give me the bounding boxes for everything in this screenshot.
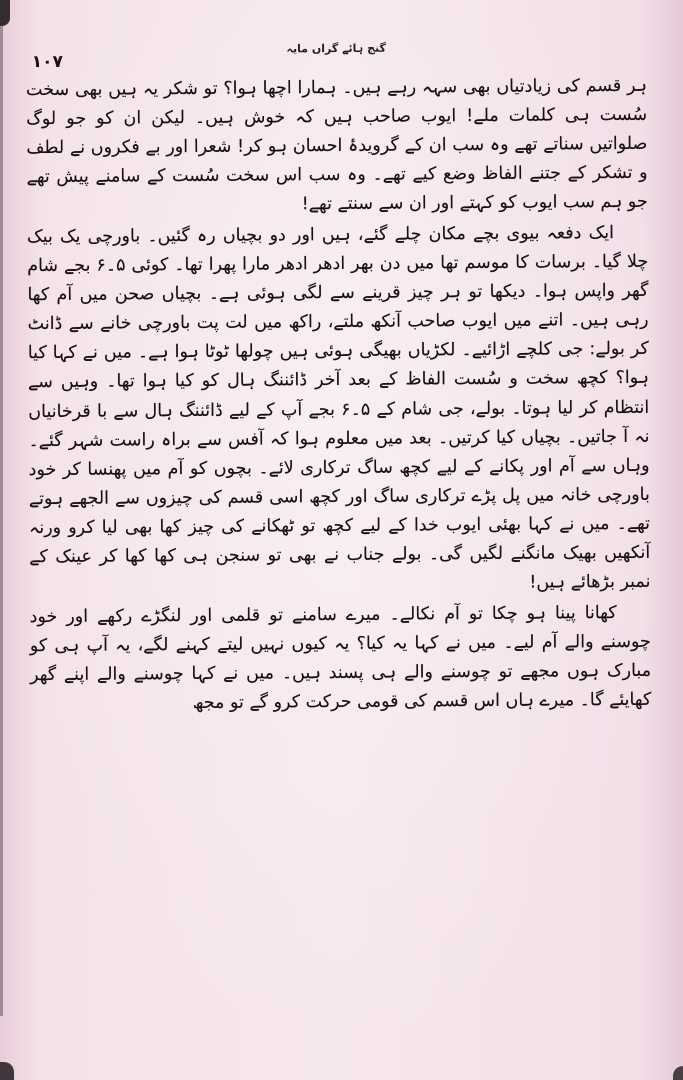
paragraph: ایک دفعہ بیوی بچے مکان چلے گئے، ہیں اور دو بچیاں رہ گئیں۔ باورچی یک بیک چلا گیا۔ برسات کا موسم تھا میں دن بھر ادھر ادھر مارا پھرا تھا۔ کوئی ۵۔۶ بجے شام گھر واپس ہوا۔ دیکھا تو ہر چیز قرینے سے لگی ہوئی ہے۔ بچیاں صحن میں آم کھا رہی ہیں۔ اتنے میں ایوب صاحب آنکھ ملتے، راکھ میں لت پت باورچی خانے سے ڈانٹ کر بولے: جی کلچے اڑائیے۔ لکڑیاں بھیگی ہوئی ہیں چولھا ٹوٹا ہوا ہے۔ میں نے کہا کیا ہوا؟ کچھ سخت و سُست الفاظ کے بعد آخر ڈائننگ ہال کو کیا ہوا تھا۔ وہیں سے انتظام کر لیا ہوتا۔ بولے، جی شام کے ۵۔۶ بجے آپ کے لیے ڈائننگ ہال سے با قرخانیاں نہ آ جاتیں۔ بچیاں کیا کرتیں۔ بعد میں معلوم ہوا کہ آفس سے براہ راست شہر گئے۔ وہاں سے آم اور پکانے کے لیے کچھ ساگ ترکاری لائے۔ بچوں کو آم میں پھنسا کر خود باورچی خانہ میں پل پڑے ترکاری ساگ اور کچھ اسی قسم کی چیزوں سے الجھے ہوتے تھے۔ میں نے کہا بھئی ایوب خدا کے لیے کچھ تو ٹھکانے کی چیز کھا بھی لیا کرو ورنہ آنکھیں بھیک مانگنے لگیں گی۔ بولے جناب نے بھی تو سنجن ہی کھا کھا کر عینک کے نمبر بڑھائے ہیں! [26, 223, 651, 593]
scan-edge-artifact [0, 26, 3, 1016]
page-header [26, 38, 647, 76]
scan-edge-artifact [0, 0, 10, 26]
page-number: ۱۰۷ [31, 51, 63, 73]
page-content [26, 38, 652, 721]
scan-edge-artifact [0, 1062, 14, 1080]
paragraph: ہر قسم کی زیادتیاں بھی سہہ رہے ہیں۔ ہمارا اچھا ہوا؟ تو شکر یہ ہیں بھی سخت سُست ہی کلمات ملے! ایوب صاحب ہیں کہ خوش ہیں۔ لیکن ان کو جو لوگ صلواتیں سناتے تھے وہ سب ان کے گرویدۂ احسان ہو کر! شعرا اور بے فکروں نے لطف و تشکر کے جتنے الفاظ وضع کیے تھے۔ وہ سب اس سخت سُست کے سامنے پیش تھے جو ہم سب ایوب کو کہتے اور ان سے سنتے تھے! [25, 75, 648, 215]
scan-edge-artifact [673, 1066, 683, 1080]
paragraph: کھانا پینا ہو چکا تو آم نکالے۔ میرے سامنے تو قلمی اور لنگڑے رکھے اور خود چوسنے والے آم لیے۔ میں نے کہا یہ کیا؟ یہ کیوں نہیں لیتے کہنے لگے، یہ آپ ہی کو مبارک ہوں مجھے تو چوسنے والے ہی پسند ہیں۔ میں نے کہا چوسنے والے اپنے گھر کھایئے گا۔ میرے ہاں اس قسم کی قومی حرکت کرو گے تو مجھ [29, 602, 652, 714]
header-title: گنج ہائے گراں مایہ [286, 41, 386, 56]
body-text [26, 72, 651, 719]
